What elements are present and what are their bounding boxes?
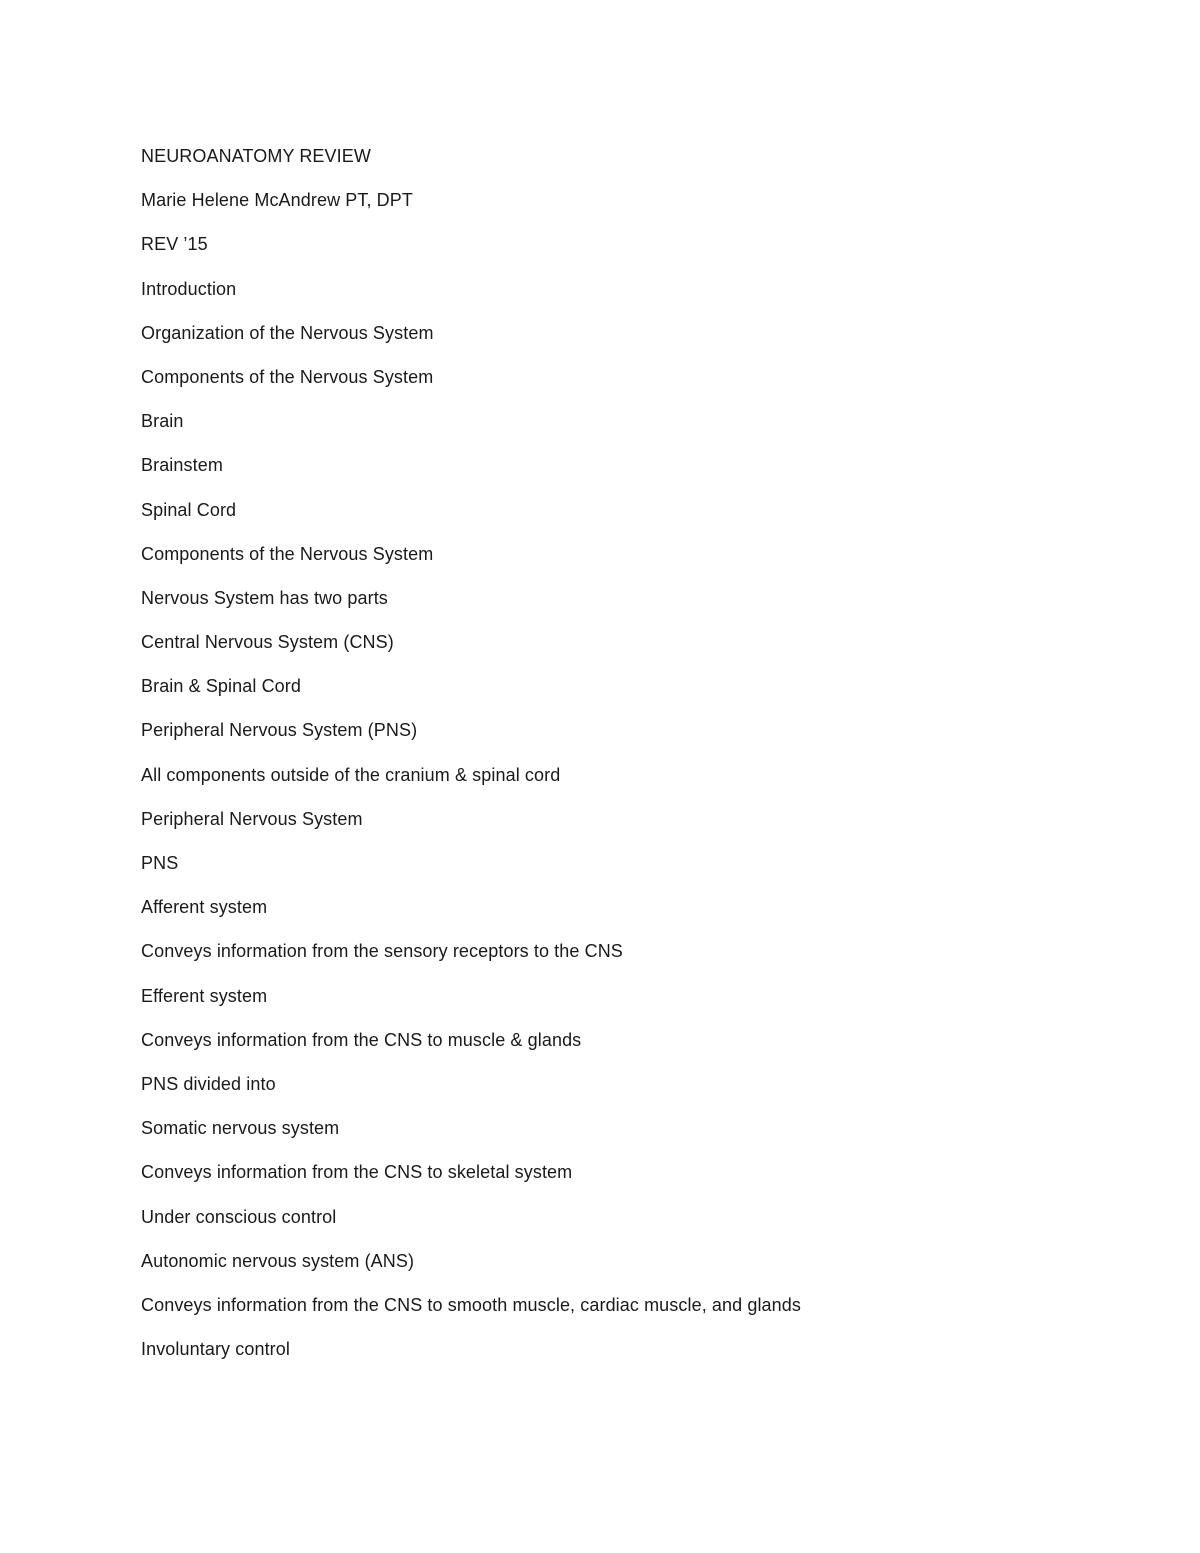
text-line: Components of the Nervous System bbox=[141, 366, 434, 387]
text-line: Organization of the Nervous System bbox=[141, 322, 434, 343]
text-line: Involuntary control bbox=[141, 1339, 290, 1360]
text-line: Conveys information from the sensory receptors to the CNS bbox=[141, 941, 623, 962]
text-line: Brain bbox=[141, 411, 184, 432]
text-line: Autonomic nervous system (ANS) bbox=[141, 1250, 415, 1271]
text-line: Conveys information from the CNS to smooth muscle, cardiac muscle, and glands bbox=[141, 1294, 801, 1315]
text-line: Efferent system bbox=[141, 985, 268, 1006]
document-revision: REV ’15 bbox=[141, 234, 208, 255]
text-line: Components of the Nervous System bbox=[141, 543, 434, 564]
text-line: Conveys information from the CNS to skeletal system bbox=[141, 1162, 573, 1183]
text-line: All components outside of the cranium & spinal cord bbox=[141, 764, 561, 785]
text-line: Introduction bbox=[141, 278, 237, 299]
text-line: Somatic nervous system bbox=[141, 1118, 340, 1139]
text-line: Conveys information from the CNS to muscle & glands bbox=[141, 1029, 582, 1050]
text-line: Central Nervous System (CNS) bbox=[141, 632, 394, 653]
text-line: Nervous System has two parts bbox=[141, 587, 388, 608]
text-line: Spinal Cord bbox=[141, 499, 237, 520]
text-line: Under conscious control bbox=[141, 1206, 337, 1227]
text-line: PNS bbox=[141, 853, 179, 873]
text-line: Peripheral Nervous System bbox=[141, 808, 363, 829]
text-line: PNS divided into bbox=[141, 1073, 276, 1094]
document-title: NEUROANATOMY REVIEW bbox=[141, 146, 371, 166]
document-author: Marie Helene McAndrew PT, DPT bbox=[141, 190, 413, 211]
text-line: Brain & Spinal Cord bbox=[141, 676, 301, 697]
text-line: Afferent system bbox=[141, 897, 268, 918]
text-line: Brainstem bbox=[141, 455, 223, 476]
document-body bbox=[141, 144, 801, 1381]
text-line: Peripheral Nervous System (PNS) bbox=[141, 720, 418, 741]
